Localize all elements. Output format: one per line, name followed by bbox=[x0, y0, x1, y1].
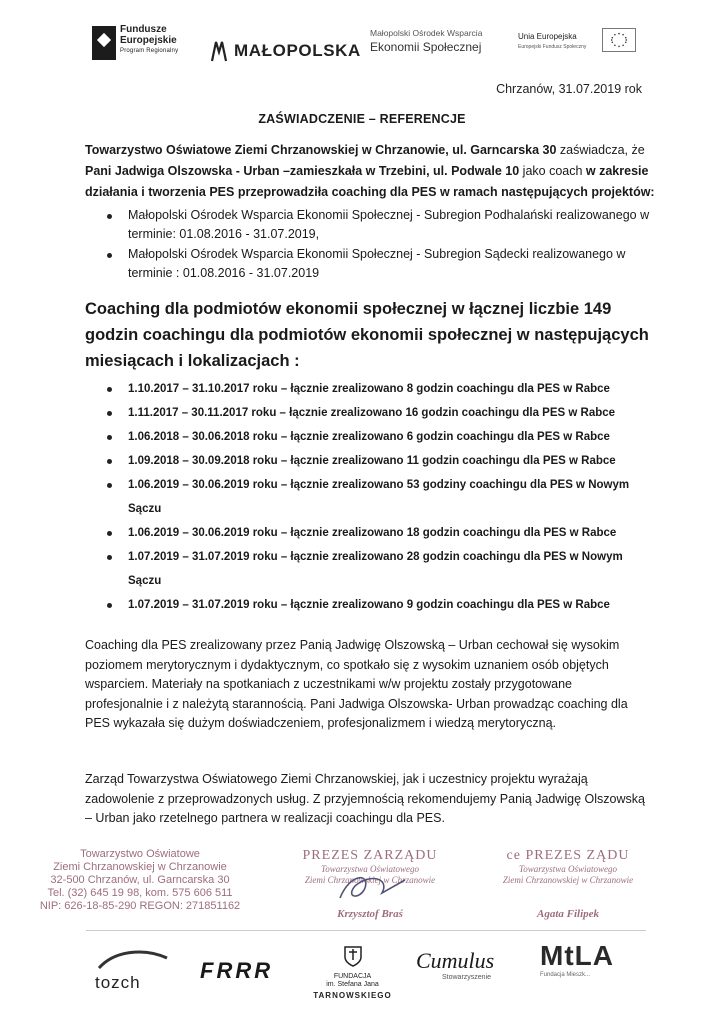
president-signature-icon bbox=[310, 868, 430, 908]
list-item: 1.07.2019 – 31.07.2019 roku – łącznie zrealizowano 9 godzin coachingu dla PES w Rabce bbox=[85, 593, 655, 617]
document-title: ZAŚWIADCZENIE – REFERENCJE bbox=[258, 112, 466, 126]
fundacja-tarnowskiego-logo: FUNDACJA im. Stefana Jana TARNOWSKIEGO bbox=[305, 944, 400, 990]
tozch-swoosh-icon bbox=[95, 948, 175, 970]
sessions-list bbox=[85, 377, 655, 617]
fundusze-logo-text: Fundusze Europejskie Program Regionalny bbox=[120, 24, 179, 54]
list-item: Małopolski Ośrodek Wsparcia Ekonomii Społecznej - Subregion Sądecki realizowanego w terminie : 01.08.2016 - 31.07.2019 bbox=[85, 245, 655, 283]
mtla-logo: MtLA Fundacja Mieszk... bbox=[540, 940, 614, 978]
unia-europejska-logo: Unia Europejska Europejski Fundusz Społeczny bbox=[518, 28, 636, 64]
president-stamp: PREZES ZARZĄDU Towarzystwa Oświatowego Ziemi Chrzanowskiej w Chrzanowie Krzysztof Braś bbox=[302, 848, 438, 920]
document-date: Chrzanów, 31.07.2019 rok bbox=[496, 82, 642, 96]
list-item: 1.09.2018 – 30.09.2018 roku – łącznie zrealizowano 11 godzin coachingu dla PES w Rabce bbox=[85, 449, 655, 473]
malopolska-mark-icon bbox=[210, 40, 228, 62]
organization-stamp: Towarzystwo Oświatowe Ziemi Chrzanowskiej w Chrzanowie 32-500 Chrzanów, ul. Garncarska 30 Tel. (32) 645 19 98, kom. 575 606 511 NIP: 626-18-85-290 REGON: 271851162 bbox=[39, 848, 241, 912]
list-item: 1.07.2019 – 31.07.2019 roku – łącznie zrealizowano 28 godzin coachingu dla PES w Nowym Sączu bbox=[85, 545, 655, 593]
tozch-logo: tozch bbox=[95, 948, 175, 988]
evaluation-paragraph: Coaching dla PES zrealizowany przez Panią Jadwigę Olszowską – Urban cechował się wysokim poziomem merytorycznym i dydaktycznym, co spotkało się z wysokim uznaniem osób objętych wsparciem. Materiały na spotkaniach z uczestnikami w/w projektu zostały przygotowane profesjonalnie i z należytą starannością. Pani Jadwiga Olszowska- Urban prowadząc coaching dla PES wykazała się dużym doświadczeniem, profesjonalizmem i wiedzą merytoryczną. bbox=[85, 638, 628, 730]
fundusze-star-icon bbox=[92, 26, 116, 60]
list-item: 1.10.2017 – 31.10.2017 roku – łącznie zrealizowano 8 godzin coachingu dla PES w Rabce bbox=[85, 377, 655, 401]
vice-president-stamp: ce PREZES ZĄDU Towarzystwa Oświatowego Ziemi Chrzanowskiej w Chrzanowie Agata Filipek bbox=[502, 848, 634, 920]
malopolska-logo bbox=[210, 38, 361, 64]
coaching-heading: Coaching dla podmiotów ekonomii społecznej w łącznej liczbie 149 godzin coachingu dla podmiotów ekonomii społecznej w następujących miesiącach i lokalizacjach : bbox=[85, 300, 649, 370]
mowes-logo: Małopolski Ośrodek Wsparcia Ekonomii Społecznej bbox=[370, 28, 483, 54]
frrr-logo: FRRR bbox=[200, 958, 274, 983]
list-item: 1.06.2018 – 30.06.2018 roku – łącznie zrealizowano 6 godzin coachingu dla PES w Rabce bbox=[85, 425, 655, 449]
intro-paragraph: Towarzystwo Oświatowe Ziemi Chrzanowskiej w Chrzanowie, ul. Garncarska 30 zaświadcza, że Pani Jadwiga Olszowska - Urban –zamieszkała w Trzebini, ul. Podwale 10 jako coach w zakresie działania i tworzenia PES przeprowadziła coaching dla PES w ramach następujących projektów: bbox=[85, 143, 655, 199]
list-item: 1.06.2019 – 30.06.2019 roku – łącznie zrealizowano 53 godziny coachingu dla PES w Nowym Sączu bbox=[85, 473, 655, 521]
list-item: Małopolski Ośrodek Wsparcia Ekonomii Społecznej - Subregion Podhalański realizowanego w terminie: 01.08.2016 - 31.07.2019, bbox=[85, 206, 655, 244]
recommendation-paragraph: Zarząd Towarzystwa Oświatowego Ziemi Chrzanowskiej, jak i uczestnicy projektu wyrażają zadowolenie z przeprowadzonych usług. Z przyjemnością rekomendujemy Panią Jadwigę Olszowską – Urban jako rzetelnego partnera w realizacji coachingu dla PES. bbox=[85, 772, 645, 825]
crest-icon bbox=[342, 944, 364, 968]
footer-divider bbox=[86, 930, 646, 931]
list-item: 1.06.2019 – 30.06.2019 roku – łącznie zrealizowano 18 godzin coachingu dla PES w Rabce bbox=[85, 521, 655, 545]
fundusze-europejskie-logo bbox=[92, 24, 202, 64]
list-item: 1.11.2017 – 30.11.2017 roku – łącznie zrealizowano 16 godzin coachingu dla PES w Rabce bbox=[85, 401, 655, 425]
malopolska-logo-text: MAŁOPOLSKA bbox=[234, 41, 361, 60]
projects-list bbox=[85, 206, 655, 284]
eu-flag-icon bbox=[602, 28, 636, 52]
cumulus-logo: Cumulus Stowarzyszenie bbox=[416, 948, 495, 981]
